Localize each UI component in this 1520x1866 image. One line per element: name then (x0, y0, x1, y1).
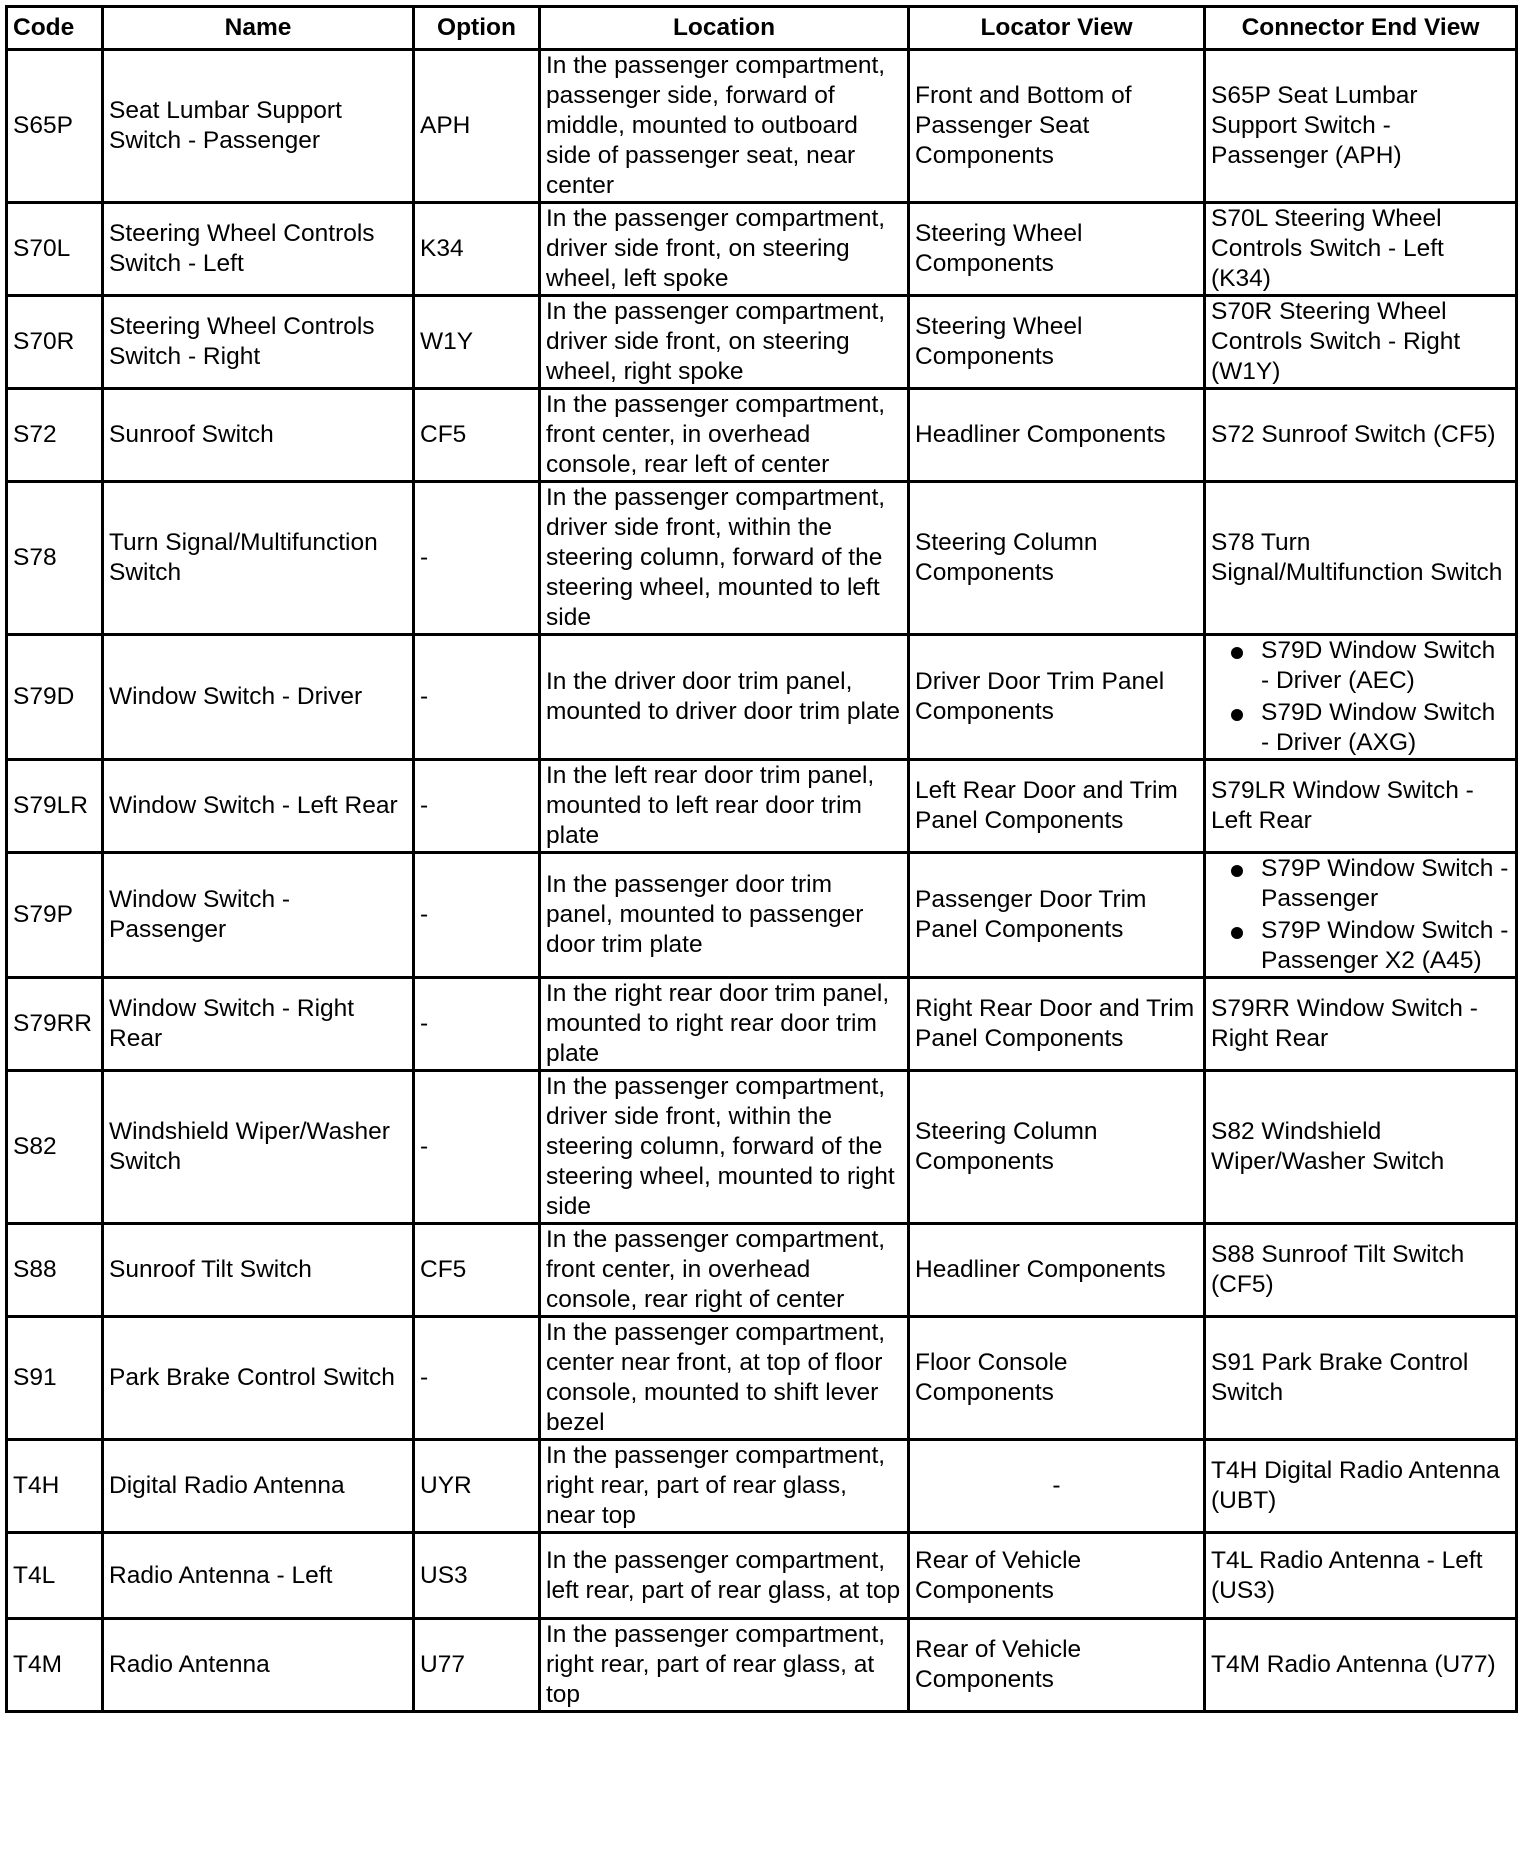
cell-location: In the left rear door trim panel, mounted to left rear door trim plate (540, 760, 909, 853)
cell-connector-end-view: S88 Sunroof Tilt Switch (CF5) (1205, 1224, 1517, 1317)
cell-connector-end-view: S70R Steering Wheel Controls Switch - Right (W1Y) (1205, 296, 1517, 389)
cell-code: S72 (7, 389, 103, 482)
cell-connector-end-view: S78 Turn Signal/Multifunction Switch (1205, 482, 1517, 635)
cell-option: - (414, 978, 540, 1071)
cell-name: Digital Radio Antenna (103, 1440, 414, 1533)
header-locator-view: Locator View (909, 7, 1205, 50)
table-row (7, 1317, 1517, 1440)
cell-locator-view: - (909, 1440, 1205, 1533)
connector-list (1211, 636, 1510, 758)
table-row (7, 50, 1517, 203)
cell-locator-view: Rear of Vehicle Components (909, 1533, 1205, 1619)
cell-code: T4L (7, 1533, 103, 1619)
cell-option: - (414, 1071, 540, 1224)
connector-list-item: S79P Window Switch - Passenger X2 (A45) (1211, 916, 1510, 976)
cell-name: Window Switch - Passenger (103, 853, 414, 978)
cell-location: In the passenger compartment, front center, in overhead console, rear left of center (540, 389, 909, 482)
cell-connector-end-view: S70L Steering Wheel Controls Switch - Left (K34) (1205, 203, 1517, 296)
cell-code: S70L (7, 203, 103, 296)
cell-connector-end-view: S65P Seat Lumbar Support Switch - Passenger (APH) (1205, 50, 1517, 203)
cell-connector-end-view: T4M Radio Antenna (U77) (1205, 1619, 1517, 1712)
cell-code: S79P (7, 853, 103, 978)
cell-option: CF5 (414, 389, 540, 482)
cell-location: In the passenger compartment, front center, in overhead console, rear right of center (540, 1224, 909, 1317)
table-row (7, 482, 1517, 635)
cell-code: T4M (7, 1619, 103, 1712)
cell-option: APH (414, 50, 540, 203)
cell-code: T4H (7, 1440, 103, 1533)
cell-locator-view: Rear of Vehicle Components (909, 1619, 1205, 1712)
connector-list (1211, 854, 1510, 976)
cell-name: Park Brake Control Switch (103, 1317, 414, 1440)
header-location: Location (540, 7, 909, 50)
table-row (7, 1440, 1517, 1533)
table-row (7, 1224, 1517, 1317)
cell-name: Window Switch - Driver (103, 635, 414, 760)
cell-name: Turn Signal/Multifunction Switch (103, 482, 414, 635)
cell-option: - (414, 635, 540, 760)
cell-name: Radio Antenna (103, 1619, 414, 1712)
cell-location: In the driver door trim panel, mounted to driver door trim plate (540, 635, 909, 760)
cell-locator-view: Passenger Door Trim Panel Components (909, 853, 1205, 978)
cell-locator-view: Steering Column Components (909, 1071, 1205, 1224)
table-row (7, 1619, 1517, 1712)
cell-location: In the right rear door trim panel, mounted to right rear door trim plate (540, 978, 909, 1071)
cell-location: In the passenger compartment, driver side front, within the steering column, forward of the steering wheel, mounted to right side (540, 1071, 909, 1224)
header-connector-end-view: Connector End View (1205, 7, 1517, 50)
table-row (7, 853, 1517, 978)
cell-location: In the passenger compartment, driver side front, on steering wheel, right spoke (540, 296, 909, 389)
cell-option: K34 (414, 203, 540, 296)
cell-connector-end-view: S72 Sunroof Switch (CF5) (1205, 389, 1517, 482)
cell-location: In the passenger compartment, center near front, at top of floor console, mounted to shift lever bezel (540, 1317, 909, 1440)
cell-location: In the passenger compartment, driver side front, on steering wheel, left spoke (540, 203, 909, 296)
cell-code: S79D (7, 635, 103, 760)
cell-option: - (414, 482, 540, 635)
table-row (7, 1533, 1517, 1619)
cell-connector-end-view (1205, 635, 1517, 760)
cell-code: S70R (7, 296, 103, 389)
table-body (7, 50, 1517, 1712)
cell-connector-end-view: T4L Radio Antenna - Left (US3) (1205, 1533, 1517, 1619)
cell-locator-view: Headliner Components (909, 1224, 1205, 1317)
header-option: Option (414, 7, 540, 50)
cell-location: In the passenger compartment, right rear, part of rear glass, near top (540, 1440, 909, 1533)
cell-connector-end-view: S79LR Window Switch - Left Rear (1205, 760, 1517, 853)
cell-locator-view: Right Rear Door and Trim Panel Components (909, 978, 1205, 1071)
connector-list-item: S79P Window Switch - Passenger (1211, 854, 1510, 914)
cell-name: Sunroof Switch (103, 389, 414, 482)
cell-connector-end-view: S91 Park Brake Control Switch (1205, 1317, 1517, 1440)
cell-code: S78 (7, 482, 103, 635)
header-code: Code (7, 7, 103, 50)
header-name: Name (103, 7, 414, 50)
cell-connector-end-view (1205, 853, 1517, 978)
component-locator-table-container (5, 5, 1515, 1713)
cell-code: S91 (7, 1317, 103, 1440)
cell-option: W1Y (414, 296, 540, 389)
component-locator-table (5, 5, 1518, 1713)
cell-location: In the passenger compartment, left rear, part of rear glass, at top (540, 1533, 909, 1619)
connector-list-item: S79D Window Switch - Driver (AXG) (1211, 698, 1510, 758)
connector-list-item: S79D Window Switch - Driver (AEC) (1211, 636, 1510, 696)
table-row (7, 1071, 1517, 1224)
cell-name: Radio Antenna - Left (103, 1533, 414, 1619)
cell-locator-view: Floor Console Components (909, 1317, 1205, 1440)
cell-location: In the passenger compartment, right rear, part of rear glass, at top (540, 1619, 909, 1712)
cell-option: - (414, 760, 540, 853)
cell-locator-view: Headliner Components (909, 389, 1205, 482)
cell-name: Window Switch - Left Rear (103, 760, 414, 853)
cell-locator-view: Steering Wheel Components (909, 296, 1205, 389)
cell-connector-end-view: S79RR Window Switch - Right Rear (1205, 978, 1517, 1071)
table-row (7, 203, 1517, 296)
cell-name: Windshield Wiper/Washer Switch (103, 1071, 414, 1224)
cell-name: Seat Lumbar Support Switch - Passenger (103, 50, 414, 203)
cell-connector-end-view: T4H Digital Radio Antenna (UBT) (1205, 1440, 1517, 1533)
cell-option: - (414, 853, 540, 978)
cell-connector-end-view: S82 Windshield Wiper/Washer Switch (1205, 1071, 1517, 1224)
cell-name: Steering Wheel Controls Switch - Left (103, 203, 414, 296)
cell-code: S79RR (7, 978, 103, 1071)
table-row (7, 296, 1517, 389)
cell-name: Steering Wheel Controls Switch - Right (103, 296, 414, 389)
cell-locator-view: Steering Wheel Components (909, 203, 1205, 296)
cell-code: S88 (7, 1224, 103, 1317)
cell-locator-view: Driver Door Trim Panel Components (909, 635, 1205, 760)
cell-location: In the passenger compartment, driver side front, within the steering column, forward of the steering wheel, mounted to left side (540, 482, 909, 635)
cell-option: - (414, 1317, 540, 1440)
cell-option: US3 (414, 1533, 540, 1619)
table-row (7, 635, 1517, 760)
cell-locator-view: Steering Column Components (909, 482, 1205, 635)
cell-name: Sunroof Tilt Switch (103, 1224, 414, 1317)
table-header-row (7, 7, 1517, 50)
cell-code: S65P (7, 50, 103, 203)
table-row (7, 760, 1517, 853)
cell-code: S79LR (7, 760, 103, 853)
cell-option: UYR (414, 1440, 540, 1533)
cell-name: Window Switch - Right Rear (103, 978, 414, 1071)
table-row (7, 978, 1517, 1071)
cell-option: CF5 (414, 1224, 540, 1317)
cell-locator-view: Front and Bottom of Passenger Seat Components (909, 50, 1205, 203)
table-row (7, 389, 1517, 482)
cell-locator-view: Left Rear Door and Trim Panel Components (909, 760, 1205, 853)
cell-option: U77 (414, 1619, 540, 1712)
cell-location: In the passenger compartment, passenger side, forward of middle, mounted to outboard side of passenger seat, near center (540, 50, 909, 203)
cell-location: In the passenger door trim panel, mounted to passenger door trim plate (540, 853, 909, 978)
cell-code: S82 (7, 1071, 103, 1224)
